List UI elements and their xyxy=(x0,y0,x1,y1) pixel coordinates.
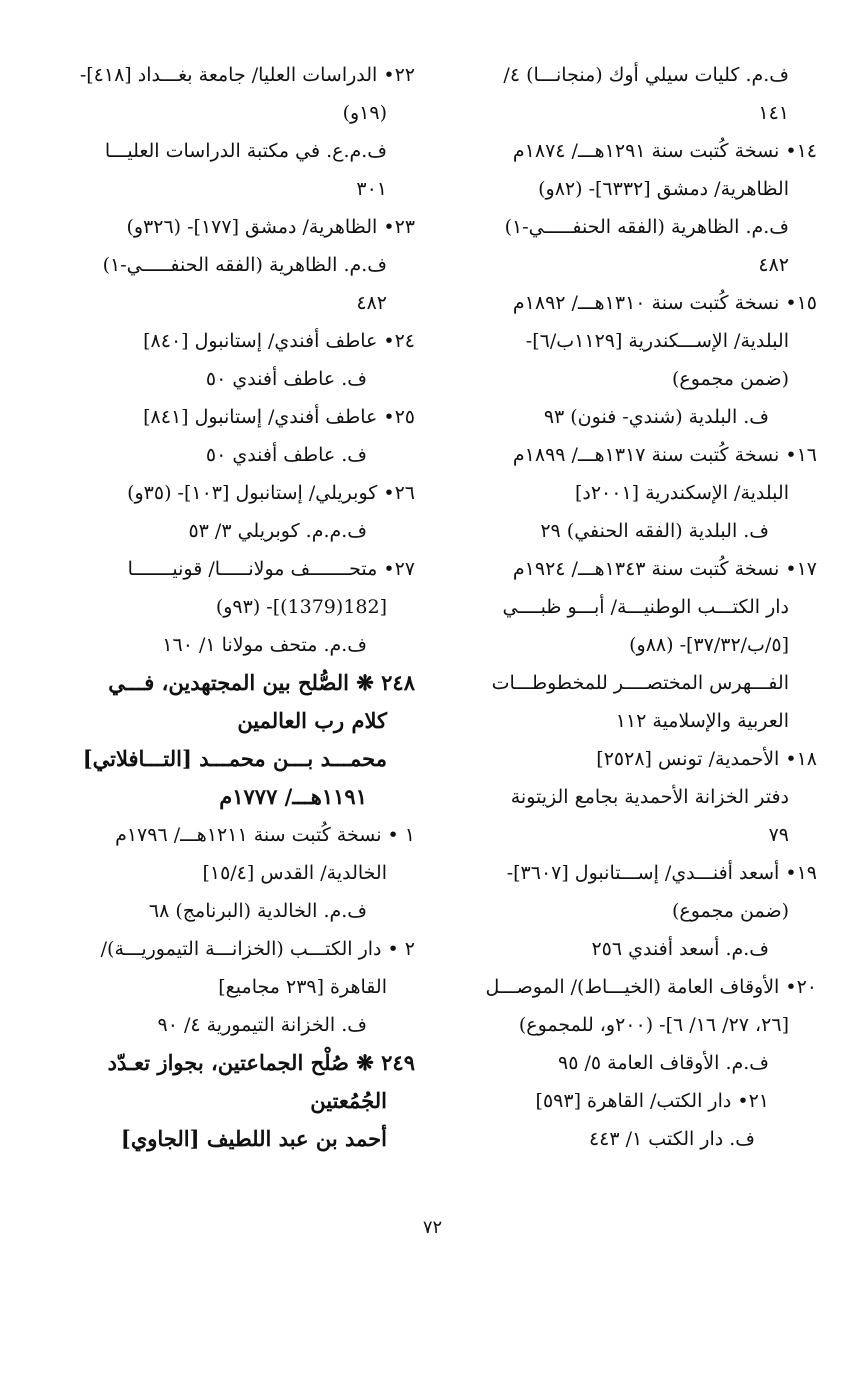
text-line: ٢٥• عاطف أفندي/ إستانبول [٨٤١] xyxy=(143,406,415,428)
text-line: [٥/ب/٣٧/٣٢]- (٨٨و) xyxy=(629,634,789,656)
text-line: الجُمُعتين xyxy=(310,1088,387,1113)
text-line: القاهرة [٢٣٩ مجاميع] xyxy=(218,976,387,998)
text-line: ٢ • دار الكتـــب (الخزانـــة التيموريـــة)/ xyxy=(100,938,415,960)
text-line: ف.م.ع. في مكتبة الدراسات العليـــا xyxy=(104,140,387,162)
text-line: ٢٠• الأوقاف العامة (الخيـــاط)/ الموصـــل xyxy=(485,976,817,998)
page-number: ٧٢ xyxy=(422,1217,443,1238)
text-line: ٣٠١ xyxy=(356,178,387,200)
text-line: ف.م. كليات سيلي أوك (منجانـــا) ٤/ xyxy=(503,64,789,86)
text-line: ٤٨٢ xyxy=(356,292,387,314)
text-line: ف.م.م. كوبريلي ٣/ ٥٣ xyxy=(188,520,367,542)
text-line: ١٥• نسخة كُتبت سنة ١٣١٠هـــ/ ١٨٩٢م xyxy=(512,292,817,314)
text-line: أحمد بن عبد اللطيف [الجاوي] xyxy=(120,1126,387,1151)
text-line: ١٩• أسعد أفنـــدي/ إســـتانبول [٣٦٠٧]- xyxy=(506,862,817,884)
text-line: (١٩و) xyxy=(342,102,387,124)
text-line: ف.م. الخالدية (البرنامج) ٦٨ xyxy=(148,900,367,922)
text-line: ف.م. أسعد أفندي ٢٥٦ xyxy=(591,938,769,960)
text-line: (ضمن مجموع) xyxy=(671,900,789,922)
text-line: ف.م. متحف مولانا ١/ ١٦٠ xyxy=(162,634,367,656)
right-column xyxy=(462,56,817,1158)
text-line: ٤٨٢ xyxy=(758,254,789,276)
text-line: ف. البلدية (شندي- فنون) ٩٣ xyxy=(543,406,769,428)
text-line: ٢٤• عاطف أفندي/ إستانبول [٨٤٠] xyxy=(143,330,415,352)
text-line: ١٦• نسخة كُتبت سنة ١٣١٧هـــ/ ١٨٩٩م xyxy=(512,444,817,466)
text-line: الفـــهرس المختصــــر للمخطوطـــات xyxy=(491,672,789,694)
text-line: ف. عاطف أفندي ٥٠ xyxy=(205,444,367,466)
text-line: محمـــد بـــن محمـــد [التـــافلاتي] xyxy=(82,746,387,771)
text-line: ٢٦• كوبريلي/ إستانبول [١٠٣]- (٣٥و) xyxy=(127,482,415,504)
text-line: ف.م. الظاهرية (الفقه الحنفـــــي-١) xyxy=(504,216,789,238)
text-line: ف. عاطف أفندي ٥٠ xyxy=(205,368,367,390)
text-line: [182(1379)]- (٩٣و) xyxy=(215,596,387,618)
text-line: دفتر الخزانة الأحمدية بجامع الزيتونة xyxy=(510,786,789,808)
text-line: ف. الخزانة التيمورية ٤/ ٩٠ xyxy=(157,1014,367,1036)
text-line: ٢٧• متحـــــــف مولانـــــا/ قونيـــــــا xyxy=(127,558,415,580)
text-line: [٢٦، ٢٧/ ١٦/ ٦]- (٢٠٠و، للمجموع) xyxy=(518,1014,789,1036)
text-line: ١١٩١هـــ/ ١٧٧٧م xyxy=(219,784,367,809)
text-line: ف.م. الظاهرية (الفقه الحنفـــــي-١) xyxy=(102,254,387,276)
text-line: العربية والإسلامية ١١٢ xyxy=(615,710,789,732)
text-line: الخالدية/ القدس [١٥/٤] xyxy=(202,862,387,884)
text-line: ٢٤٨ ❋ الصُّلح بين المجتهدين، فـــي xyxy=(108,670,415,695)
text-line: دار الكتـــب الوطنيـــة/ أبـــو ظبــــي xyxy=(502,596,789,618)
text-line: ١٨• الأحمدية/ تونس [٢٥٢٨] xyxy=(596,748,817,770)
text-line: ٢١• دار الكتب/ القاهرة [٥٩٣] xyxy=(535,1090,769,1112)
text-line: ف. البلدية (الفقه الحنفي) ٢٩ xyxy=(540,520,769,542)
text-line: ٢٤٩ ❋ صُلْح الجماعتين، بجواز تعـدّد xyxy=(107,1050,415,1075)
text-line: ١٤١ xyxy=(758,102,789,124)
text-line: الظاهرية/ دمشق [٦٣٣٢]- (٨٢و) xyxy=(538,178,789,200)
text-line: ف.م. الأوقاف العامة ٥/ ٩٥ xyxy=(558,1052,769,1074)
text-line: كلام رب العالمين xyxy=(237,708,387,733)
text-line: ١٤• نسخة كُتبت سنة ١٢٩١هـــ/ ١٨٧٤م xyxy=(512,140,817,162)
text-line: ١٧• نسخة كُتبت سنة ١٣٤٣هـــ/ ١٩٢٤م xyxy=(512,558,817,580)
text-line: البلدية/ الإسكندرية [٢٠٠١د] xyxy=(574,482,789,504)
text-line: ف. دار الكتب ١/ ٤٤٣ xyxy=(588,1128,755,1150)
text-line: ٢٢• الدراسات العليا/ جامعة بغـــداد [٤١٨]- xyxy=(79,64,415,86)
left-column xyxy=(30,56,415,1158)
text-line: ١ • نسخة كُتبت سنة ١٢١١هـــ/ ١٧٩٦م xyxy=(115,824,415,846)
text-line: البلدية/ الإســـكندرية [١١٢٩ب/٦]- xyxy=(525,330,789,352)
text-line: ٧٩ xyxy=(768,824,789,846)
text-line: ٢٣• الظاهرية/ دمشق [١٧٧]- (٣٢٦و) xyxy=(126,216,415,238)
text-line: (ضمن مجموع) xyxy=(671,368,789,390)
